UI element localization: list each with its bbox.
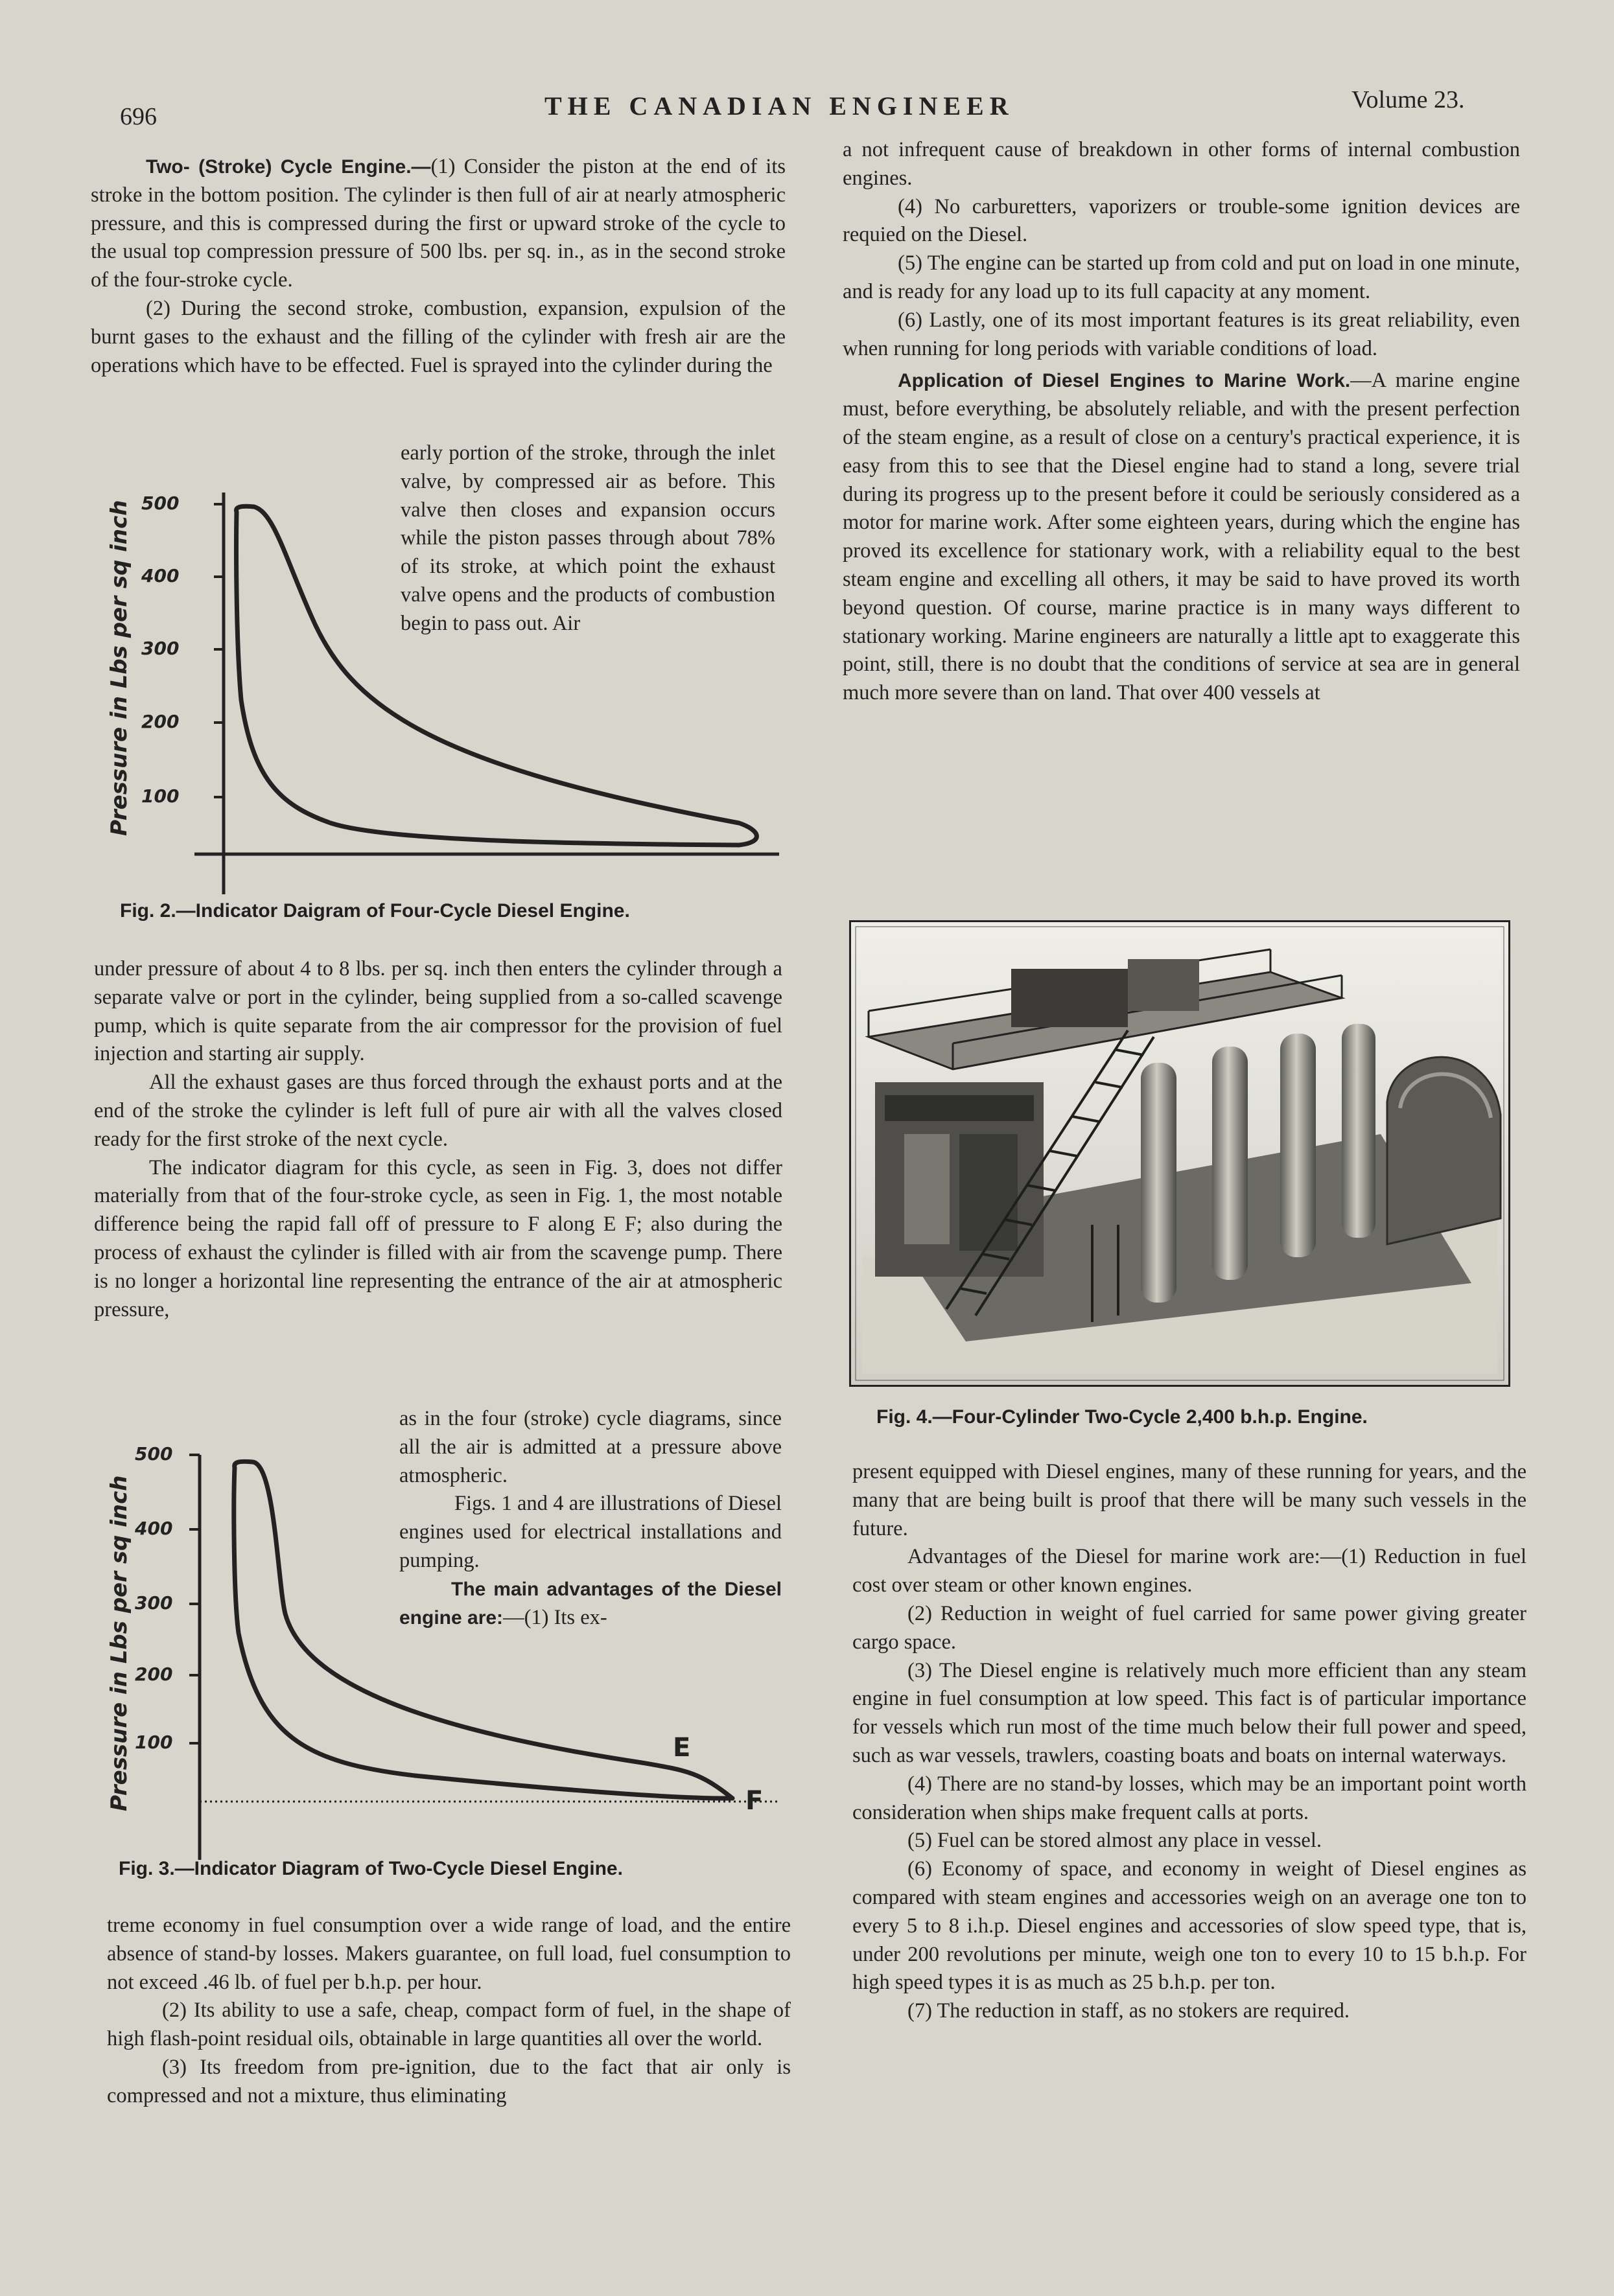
fig3-caption: Fig. 3.—Indicator Diagram of Two-Cycle Diesel Engine. <box>119 1858 623 1879</box>
paragraph-text: —(1) Its ex- <box>503 1605 607 1629</box>
fig3-tick-300: 300 <box>135 1592 173 1614</box>
fig2-caption: Fig. 2.—Indicator Daigram of Four-Cycle Diesel Engine. <box>120 900 630 922</box>
paragraph: (2) Its ability to use a safe, cheap, compact form of fuel, in the shape of high flash-point residual oils, obtainable in large quantities all over the world. <box>107 1999 791 2051</box>
fig2-tick-100: 100 <box>141 785 180 807</box>
fig2-tick-500: 500 <box>141 493 180 514</box>
paragraph: (2) Reduction in weight of fuel carried for same power giving greater cargo space. <box>852 1601 1526 1654</box>
right-column-block-1 <box>843 136 1520 708</box>
figure-2 <box>91 473 791 894</box>
paragraph: early portion of the stroke, through the inlet valve, by compressed air as before. This valve then closes and expansion occurs while the piston passes through about 78% of its stroke, at which point the exhaust valve opens and the products of combustion begin to pass out. Air <box>401 441 775 635</box>
section-heading-marine: Application of Diesel Engines to Marine Work. <box>898 370 1351 392</box>
paragraph: (6) Economy of space, and economy in weight of Diesel engines as compared with steam engines and accessories weigh on an average one ton to every 5 to 8 i.h.p. Diesel engines and accessories of slow speed type, that is, under 200 revolutions per minute, weigh one ton to every 10 to 15 b.h.p. For high speed types it is as much as 25 b.h.p. per ton. <box>852 1857 1526 1995</box>
fig4-engine-photo <box>849 920 1510 1387</box>
figure-4 <box>849 920 1510 1387</box>
paragraph: (2) During the second stroke, combustion, expansion, expulsion of the burnt gases to the exhaust and the filling of the cylinder with fresh air are the operations which have to be effected. Fuel is sprayed into the cylinder during the <box>91 296 786 377</box>
fig2-tick-400: 400 <box>141 565 180 586</box>
page-header <box>0 84 1614 130</box>
left-column-block-1 <box>91 153 786 380</box>
fig3-label-F: F <box>745 1786 764 1816</box>
fig4-caption: Fig. 4.—Four-Cylinder Two-Cycle 2,400 b.h.p. Engine. <box>876 1406 1368 1428</box>
fig3-tick-100: 100 <box>135 1732 173 1753</box>
section-heading-advantages: The main advantages of the Diesel engine are: <box>399 1578 782 1629</box>
paragraph: (4) No carburetters, vaporizers or trouble-some ignition devices are requied on the Diesel. <box>843 194 1520 247</box>
paragraph-text: —A marine engine must, before everything, be absolutely reliable, and with the present perfection of the steam engine, as a result of close on a century's practical experience, it is easy from this to see that the Diesel engine had to stand a long, severe trial during its progress up to the present before it could be seriously considered as a motor for marine work. After some eighteen years, during which the engine has proved its excellence for stationary work, with a reliability equal to the best steam engine and excelling all others, it may be said to have proved its worth beyond question. Of course, marine practice is in many ways different to stationary working. Marine engineers are naturally a little apt to exaggerate this point, still, there is no doubt that the conditions of service at sea are in general much more severe than on land. That over 400 vessels at <box>843 369 1520 705</box>
paragraph: All the exhaust gases are thus forced through the exhaust ports and at the end of the stroke the cylinder is left full of pure air with all the valves closed ready for the first stroke of the next cycle. <box>94 1071 782 1151</box>
paragraph: treme economy in fuel consumption over a wide range of load, and the entire absence of stand-by losses. Makers guarantee, on full load, fuel consumption to not exceed .46 lb. of fuel per b.h.p. per hour. <box>107 1914 791 1994</box>
journal-title: THE CANADIAN ENGINEER <box>544 91 1014 121</box>
fig2-tick-300: 300 <box>141 638 180 659</box>
fig3-tick-400: 400 <box>135 1518 173 1539</box>
paragraph: (3) Its freedom from pre-ignition, due to the fact that air only is compressed and not a mixture, thus eliminating <box>107 2055 791 2107</box>
paragraph <box>843 367 1520 708</box>
volume-label: Volume 23. <box>1351 86 1465 113</box>
paragraph: under pressure of about 4 to 8 lbs. per sq. inch then enters the cylinder through a separate valve or port in the cylinder, being supplied from a so-called scavenge pump, which is quite separate from the air compressor for the provision of fuel injection and starting air supply. <box>94 957 782 1066</box>
right-column-block-2 <box>852 1458 1526 2026</box>
fig3-indicator-curve <box>234 1461 732 1798</box>
left-column-block-2 <box>94 955 782 1324</box>
paragraph: present equipped with Diesel engines, many of these running for years, and the many that are being built is proof that there will be many such vessels in the future. <box>852 1460 1526 1540</box>
paragraph <box>91 153 786 295</box>
fig3-tick-500: 500 <box>135 1443 173 1465</box>
fig3-tick-200: 200 <box>135 1664 173 1685</box>
fig3-indicator-diagram <box>91 1439 797 1860</box>
fig2-indicator-curve <box>236 506 756 845</box>
paragraph: a not infrequent cause of breakdown in other forms of internal combustion engines. <box>843 138 1520 190</box>
figure-3 <box>91 1439 797 1860</box>
paragraph: (4) There are no stand-by losses, which may be an important point worth consideration when ships make frequent calls at ports. <box>852 1772 1526 1824</box>
paragraph: as in the four (stroke) cycle diagrams, since all the air is admitted at a pressure above atmospheric. <box>399 1407 782 1487</box>
left-column-block-3 <box>107 1912 791 2111</box>
page-number: 696 <box>120 103 157 130</box>
fig2-indicator-diagram <box>91 473 791 894</box>
paragraph: (5) Fuel can be stored almost any place in vessel. <box>907 1829 1322 1853</box>
paragraph: The indicator diagram for this cycle, as seen in Fig. 3, does not differ materially from that of the four-stroke cycle, as seen in Fig. 1, the most notable difference being the rapid fall off of pressure to F along E F; also during the process of exhaust the cylinder is filled with air from the scavenge pump. There is no longer a horizontal line representing the entrance of the air at atmospheric pressure, <box>94 1155 782 1321</box>
paragraph: Figs. 1 and 4 are illustrations of Diesel engines used for electrical installations and pumping. <box>399 1492 782 1572</box>
paragraph: Advantages of the Diesel for marine work are:—(1) Reduction in fuel cost over steam or other known engines. <box>852 1545 1526 1597</box>
paragraph: (5) The engine can be started up from cold and put on load in one minute, and is ready for any load up to its full capacity at any moment. <box>843 251 1520 303</box>
paragraph: (3) The Diesel engine is relatively much more efficient than any steam engine in fuel consumption at low speed. This fact is of particular importance for vessels which run most of the time much below their full power and speed, such as war vessels, trawlers, coasting boats and boats on internal waterways. <box>852 1658 1526 1767</box>
section-heading-two-stroke: Two- (Stroke) Cycle Engine.— <box>146 156 431 178</box>
fig3-y-axis-label: Pressure in Lbs per sq inch <box>106 1475 132 1811</box>
fig2-y-axis-label: Pressure in Lbs per sq inch <box>106 500 132 836</box>
fig3-label-E: E <box>673 1733 691 1763</box>
paragraph-text: (1) Consider the piston at the end of its stroke in the bottom position. The cylinder is then full of air at nearly atmospheric pressure, and this is compressed during the first or upward stroke of the cycle to the usual top compression pressure of 500 lbs. per sq. in., as in the second stroke of the four-stroke cycle. <box>91 155 786 292</box>
paragraph: (6) Lastly, one of its most important features is its great reliability, even when running for long periods with variable conditions of load. <box>843 308 1520 360</box>
paragraph: (7) The reduction in staff, as no stokers are required. <box>907 1999 1350 2023</box>
fig2-tick-200: 200 <box>141 711 180 732</box>
